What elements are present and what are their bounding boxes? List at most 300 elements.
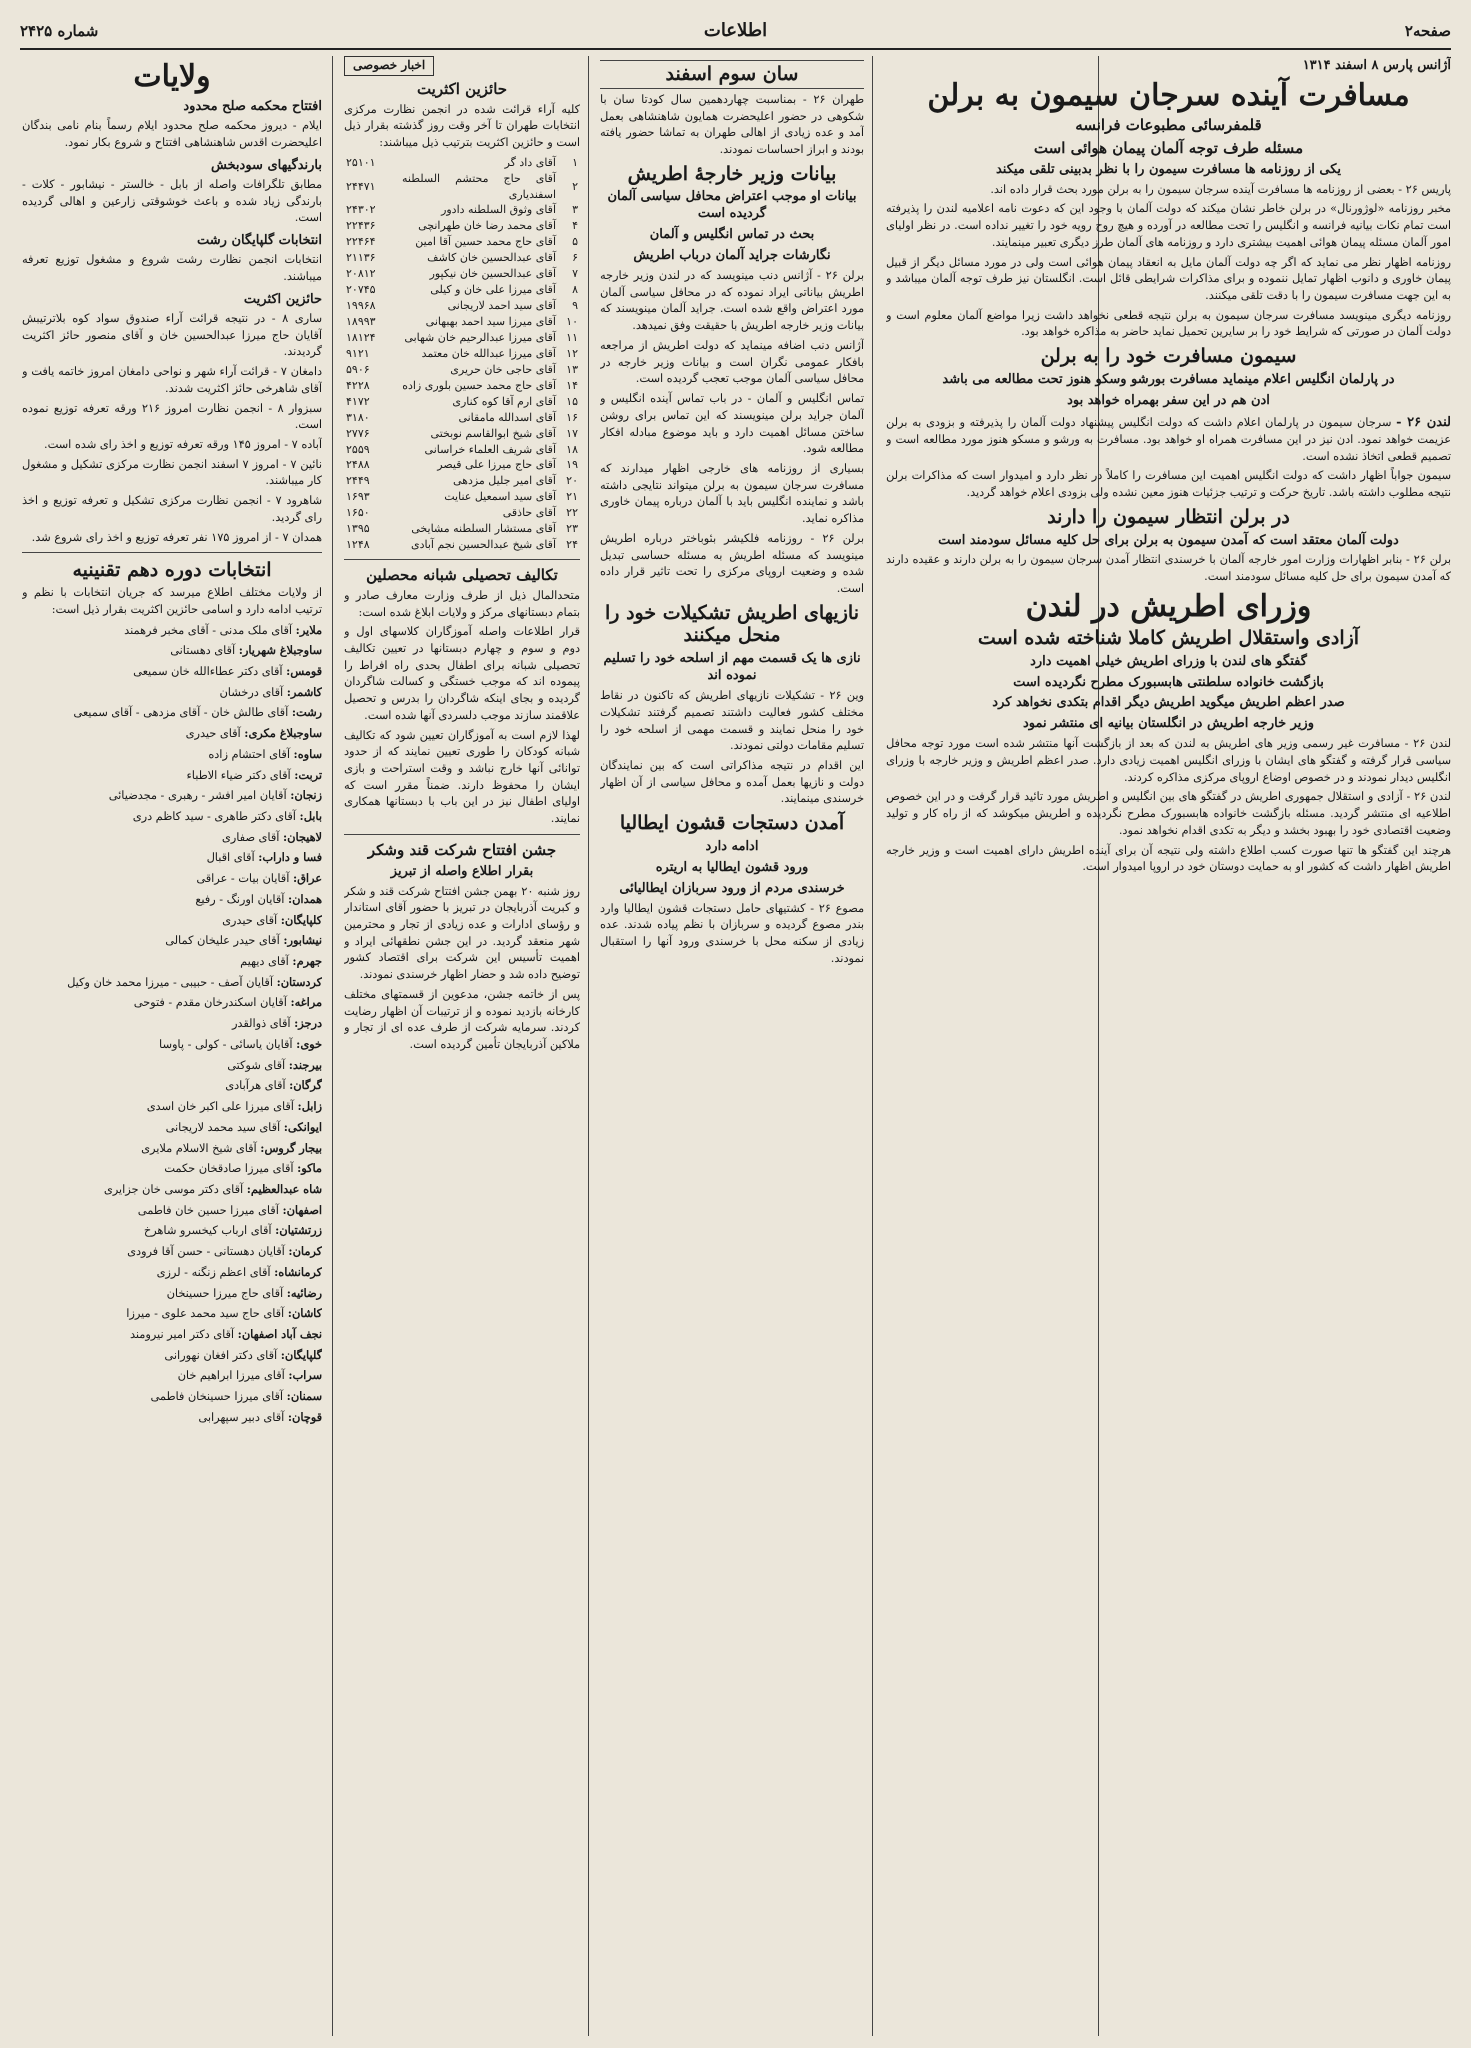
dateline: لندن ۲۶ - <box>1396 414 1451 430</box>
subhead: نازی ها یک قسمت مهم از اسلحه خود را تسلیم نموده اند <box>603 651 861 684</box>
issue-number: شماره ۲۴۲۵ <box>20 22 99 40</box>
paragraph: تماس انگلیس و آلمان - در باب تماس آینده انگلیس و آلمان جراید برلن مینویسند که این تماس برای روشن ساختن مسائل اهمیت دارد و باید موضوع مبادله افکار مطالعه شود. <box>600 392 864 456</box>
paragraph: آباده ۷ - امروز ۱۴۵ ورقه تعرفه توزیع و اخذ رای شده است. <box>43 438 322 451</box>
result-rank: ۱۲ <box>566 346 578 360</box>
paragraph: سبزوار ۸ - انجمن نظارت امروز ۲۱۶ ورقه تعرفه توزیع نموده است. <box>22 401 322 432</box>
paragraph: پاریس ۲۶ - بعضی از روزنامه ها مسافرت آینده سرجان سیمون را به برلن مورد بحث قرار داده اند. <box>990 182 1451 196</box>
vote-count: ۱۸۱۲۴ <box>346 330 376 344</box>
paragraph: کلیه آراء قرائت شده در انجمن نظارت مرکزی انتخابات طهران تا آخر وقت روز گذشته بقرار ذیل است و حائزین اکثریت بترتیب ذیل میباشند: <box>344 102 580 149</box>
headline-simon-berlin: مسافرت آینده سرجان سیمون به برلن <box>927 78 1410 114</box>
vote-count: ۲۴۴۷۱ <box>346 179 376 193</box>
candidate-name: آقای میرزا عبدالرحیم خان شهابی <box>404 330 556 344</box>
region-result <box>22 787 322 805</box>
candidate-name: آقای سید اسمعیل عنایت <box>444 490 556 504</box>
region-representatives: آقای درخشان <box>219 685 284 699</box>
region-representatives: آقایان بیات - عراقی <box>196 872 290 886</box>
result-row <box>344 410 580 426</box>
region-result <box>22 974 322 992</box>
result-rank: ۷ <box>572 267 578 281</box>
paragraph: برلن ۲۶ - بنابر اظهارات وزارت امور خارجه آلمان با خرسندی انتظار آمدن سرجان سیمون را به برلن دارند و عقیده دارند که آمدن سیمون برای حل کلیه مسائل سودمند است. <box>886 553 1451 584</box>
result-row <box>344 266 580 282</box>
region-representatives: آقای دکتر افغان نهورانی <box>164 1348 278 1362</box>
subhead: ادن هم در این سفر بهمراه خواهد بود <box>1067 392 1270 408</box>
region-name: اصفهان: <box>282 1202 322 1217</box>
paragraph: برلن ۲۶ - آژانس دنب مینویسد که در لندن وزیر خارجه اطریش بیاناتی ایراد نموده که در محافل سیاسی آلمان مورد اعتراض واقع شده است. جراید آلمان مینویسند که بیانات وزیر خارجه اطریش با حقیقت وفق نمیدهد. <box>600 269 864 333</box>
region-name: نیشابور: <box>283 933 322 948</box>
column-1 <box>886 56 1451 2040</box>
result-rank: ۱۸ <box>566 442 578 456</box>
region-name: قومس: <box>286 663 322 678</box>
region-representatives: آقای اعظم زنگنه - لرزی <box>156 1265 271 1279</box>
region-representatives: آقای دکتر امیر نیرومند <box>129 1327 235 1341</box>
region-name: شاه عبدالعظیم: <box>246 1181 322 1196</box>
region-name: ساوجبلاغ شهریار: <box>238 643 322 658</box>
region-representatives: آقای دهستانی <box>170 644 236 658</box>
region-name: بیجار گروس: <box>260 1140 322 1155</box>
divider <box>344 834 580 835</box>
paragraph: لهذا لازم است به آموزگاران تعیین شود که تکالیف شبانه کودکان را طوری تعیین نمایند که از حدود توانائی آنها خارج نباشد و وقت استراحت و بازی ایشان را محفوظ دارند. ضمناً مقرر است که اولیای اطفال نیز در این باب با دبستانها همکاری نمایند. <box>344 728 580 826</box>
result-rank: ۲۳ <box>566 522 578 536</box>
result-rank: ۱ <box>572 155 578 169</box>
region-name: کردستان: <box>276 974 322 989</box>
region-result <box>22 1098 322 1116</box>
region-result <box>22 1036 322 1054</box>
candidate-name: آقای عبدالحسین خان نیکپور <box>429 267 556 281</box>
result-rank: ۱۷ <box>566 426 578 440</box>
result-row <box>344 282 580 298</box>
region-name: خوی: <box>296 1036 322 1051</box>
candidate-name: آقای عبدالحسین خان کاشف <box>427 251 556 265</box>
region-representatives: آقای شوکتی <box>227 1058 286 1072</box>
region-representatives: آقای حاج سید محمد علوی - میرزا <box>126 1307 285 1321</box>
region-result <box>22 1077 322 1095</box>
region-result <box>22 1285 322 1303</box>
headline-austria-ministers: وزرای اطریش در لندن <box>1025 588 1312 624</box>
region-result <box>22 1015 322 1033</box>
headline-italian-troops: آمدن دستجات قشون ایطالیا <box>619 812 845 835</box>
region-name: رضائیه: <box>286 1285 322 1300</box>
result-row <box>344 521 580 537</box>
headline-parade: سان سوم اسفند <box>600 60 864 89</box>
region-name: همدان: <box>287 891 322 906</box>
subhead: گفتگو های لندن با وزرای اطریش خیلی اهمیت دارد <box>1030 653 1307 669</box>
region-representatives: آقای حاج میرزا حسینخان <box>166 1286 284 1300</box>
region-name: گرگان: <box>289 1078 322 1093</box>
candidate-name: آقای حاج محتشم السلطنه اسفندیاری <box>402 171 556 201</box>
region-results-list <box>22 622 322 1427</box>
paragraph: قرار اطلاعات واصله آموزگاران کلاسهای اول و دوم و سوم و چهارم دبستانها در تعیین تکالیف تحصیلی شبانه برای اطفال بحدی راه افراط را پیموده اند که موجب خستگی و کسالت شاگردان گردیده و بجای اینکه شاگردان را بدرس و تحصیل علاقمند سازند موجب دلسردی آنها شده است. <box>344 625 580 722</box>
column-rule <box>332 56 333 2036</box>
candidate-name: آقای حاذقی <box>502 506 556 520</box>
subhead: بحث در تماس انگلیس و آلمان <box>649 227 815 243</box>
subhead: دولت آلمان معتقد است که آمدن سیمون به برلن برای حل کلیه مسائل سودمند است <box>938 532 1399 548</box>
result-rank: ۹ <box>572 299 578 313</box>
headline-berlin-awaits: در برلن انتظار سیمون را دارند <box>1047 505 1290 528</box>
subhead: صدر اعظم اطریش میگوید اطریش دیگر اقدام بتکدی نخواهد کرد <box>992 695 1345 711</box>
region-result <box>22 1160 322 1178</box>
region-name: ساوه: <box>293 746 322 761</box>
result-row <box>344 362 580 378</box>
headline-nazis-dissolve: نازیهای اطریش تشکیلات خود را منحل میکنند <box>605 601 859 647</box>
election-results-table <box>344 155 580 553</box>
paragraph: هرچند این گفتگو ها تنها صورت کسب اطلاع داشته ولی نتیجه آن برای آینده اطریش دارای اهمیت است و وزیر خارجه اطریش اظهار داشت که کشور او به حمایت دوستان خود در اروپا امیدوار است. <box>886 843 1451 874</box>
result-row <box>344 218 580 234</box>
region-representatives: آقای دیهیم <box>240 955 289 969</box>
region-name: کرمانشاه: <box>274 1264 322 1279</box>
result-row <box>344 250 580 266</box>
result-row <box>344 442 580 458</box>
vote-count: ۱۶۵۰ <box>346 506 370 520</box>
candidate-name: آقای میرزا علی خان و کیلی <box>430 283 556 297</box>
region-result <box>22 622 322 640</box>
region-result <box>22 1119 322 1137</box>
region-result <box>22 994 322 1012</box>
region-name: لاهیجان: <box>282 829 322 844</box>
candidate-name: آقای حاج محمد حسین بلوری زاده <box>402 378 556 392</box>
candidate-name: آقای مستشار السلطنه مشایخی <box>411 522 556 536</box>
region-result <box>22 870 322 888</box>
result-row <box>344 378 580 394</box>
region-result <box>22 1057 322 1075</box>
subhead: ادامه دارد <box>705 838 759 854</box>
region-representatives: آقای میرزا علی اکبر خان اسدی <box>146 1100 294 1114</box>
page-label: صفحه۲ <box>1404 22 1451 40</box>
region-result <box>22 953 322 971</box>
region-name: زرتشتیان: <box>275 1223 322 1238</box>
vote-count: ۱۸۹۹۳ <box>346 315 376 329</box>
region-name: ساوجبلاغ مکری: <box>244 726 322 741</box>
region-representatives: آقای صفاری <box>221 830 280 844</box>
paragraph: لندن ۲۶ - آزادی و استقلال جمهوری اطریش در گفتگو های بین انگلیس و اطریش مورد تائید قرار گرفت و در این خصوص اطلاعیه ای منتشر گردید. مسئله بازگشت خانواده هابسبورک مطرح نگردیده و اطریش میکوشد که از راه کار و تولید وضعیت اقتصادی خود را بهبود بخشد و دیگر به تکدی اقدام نخواهد نمود. <box>886 790 1451 837</box>
region-name: زابل: <box>297 1099 322 1114</box>
paragraph: ایلام - دیروز محکمه صلح محدود ایلام رسماً بنام نامی بندگان اعلیحضرت اقدس شاهنشاهی افتتاح و شروع بکار نمود. <box>22 119 322 149</box>
region-result <box>22 1140 322 1158</box>
region-name: کلپایگان: <box>280 912 322 927</box>
region-name: کاشان: <box>287 1306 322 1321</box>
result-row <box>344 234 580 250</box>
region-result <box>22 891 322 909</box>
result-rank: ۴ <box>572 219 578 233</box>
region-representatives: آقای هرآبادی <box>225 1079 286 1093</box>
region-representatives: آقای دکتر عطاءالله خان سمیعی <box>133 664 283 678</box>
region-name: کرمان: <box>288 1244 322 1259</box>
subhead: آزادی واستقلال اطریش کاملا شناخته شده است <box>977 626 1360 649</box>
region-name: مراغه: <box>290 995 322 1010</box>
paragraph: لندن ۲۶ - مسافرت غیر رسمی وزیر های اطریش به لندن که بعد از بازگشت آنها منتشر شده است مورد توجه محافل سیاسی قرار گرفته و گفتگو های ایشان با وزرای انگلیس اهمیت زیادی دارد. صدر اعظم اطریش و وزیر خارجه با وزرای انگلیس دیدار نمودند و در خصوص اوضاع اروپای مرکزی مذاکره کردند. <box>886 737 1451 784</box>
result-row <box>344 489 580 505</box>
region-representatives: آقای حیدری <box>222 913 278 927</box>
result-rank: ۲ <box>572 179 578 193</box>
headline-provinces: ولایات <box>133 59 211 94</box>
result-row <box>344 298 580 314</box>
vote-count: ۵۹۰۶ <box>346 362 370 376</box>
region-result <box>22 663 322 681</box>
region-name: ملایر: <box>295 622 322 637</box>
paragraph: نائین ۷ - امروز ۷ اسفند انجمن نظارت مرکزی تشکیل و مشغول کار میباشند. <box>22 457 322 488</box>
region-representatives: آقایان دهستانی - حسن آقا فرودی <box>127 1245 285 1259</box>
region-name: کاشمر: <box>286 684 322 699</box>
region-representatives: آقای حیدر علیخان کمالی <box>165 934 280 948</box>
region-representatives: آقای سید محمد لاریجانی <box>165 1120 281 1134</box>
subhead: بیانات او موجب اعتراض محافل سیاسی آلمان گردیده است <box>607 189 857 222</box>
region-representatives: آقای دکتر ضیاء الاطباء <box>186 768 291 782</box>
region-result <box>22 1181 322 1199</box>
vote-count: ۲۱۱۳۶ <box>346 251 376 265</box>
vote-count: ۲۲۴۶۴ <box>346 235 376 249</box>
region-representatives: آقای ملک مدنی - آقای مخبر فرهمند <box>124 623 293 637</box>
region-representatives: آقای ذوالقدر <box>231 1017 291 1031</box>
vote-count: ۲۷۷۶ <box>346 426 370 440</box>
vote-count: ۳۱۸۰ <box>346 410 370 424</box>
vote-count: ۲۴۸۸ <box>346 458 370 472</box>
region-representatives: آقایان اسکندرخان مقدم - فتوحی <box>133 996 287 1010</box>
result-row <box>344 473 580 489</box>
region-result <box>22 642 322 660</box>
region-result <box>22 1305 322 1323</box>
candidate-name: آقای وثوق السلطنه دادور <box>441 203 556 217</box>
region-result <box>22 1222 322 1240</box>
paragraph: پس از خاتمه جشن، مدعوین از قسمتهای مختلف کارخانه بازدید نموده و از ترتیبات آن اظهار رضایت کردند. سرمایه شرکت از طرف عده ای از تجار و ملاکین آذربایجان تأمین گردیده است. <box>344 987 580 1052</box>
subhead: خرسندی مردم از ورود سربازان ایطالیائی <box>619 880 845 896</box>
subhead: در پارلمان انگلیس اعلام مینماید مسافرت بورشو وسکو هنوز تحت مطالعه می باشد <box>942 371 1395 387</box>
vote-count: ۱۲۴۸ <box>346 538 370 552</box>
region-result <box>22 704 322 722</box>
region-name: بابل: <box>299 809 322 824</box>
region-result <box>22 932 322 950</box>
paragraph: روز شنبه ۲۰ بهمن جشن افتتاح شرکت قند و شکر و کبریت آذربایجان در تبریز با حضور آقای استاندار و رؤسای ادارات و عده زیادی از تجار و محترمین شهر منعقد گردید. در این جشن نطقهائی ایراد و اهمیت تأسیس این شرکت برای اقتصاد کشور توضیح داده شد و حضار اظهار خرسندی نمودند. <box>344 884 580 982</box>
region-representatives: آقای ارباب کیخسرو شاهرخ <box>143 1224 272 1238</box>
result-rank: ۲۱ <box>566 490 578 504</box>
candidate-name: آقای اسدالله مامقانی <box>458 410 556 424</box>
vote-count: ۲۲۴۳۶ <box>346 219 376 233</box>
result-rank: ۵ <box>572 235 578 249</box>
result-rank: ۸ <box>572 283 578 297</box>
region-representatives: آقای میرزا حسینخان فاطمی <box>150 1390 284 1404</box>
divider <box>22 552 322 553</box>
wire-dateline: آژانس پارس ۸ اسفند ۱۳۱۴ <box>1302 58 1451 73</box>
result-row <box>344 171 580 203</box>
region-representatives: آقای دبیر سپهرابی <box>198 1410 285 1424</box>
region-name: گلپایگان: <box>280 1347 322 1362</box>
result-rank: ۱۳ <box>566 362 578 376</box>
headline-austrian-fm: بیانات وزیر خارجۀ اطریش <box>627 162 837 185</box>
vote-count: ۲۰۸۱۲ <box>346 267 376 281</box>
paragraph: وین ۲۶ - تشکیلات نازیهای اطریش که تاکنون در نقاط مختلف کشور فعالیت داشتند تصمیم گرفتند تشکیلات خود را منحل نمایند و قسمت مهمی از اسلحه خود را تسلیم مقامات دولتی نمودند. <box>600 689 864 753</box>
region-representatives: آقایان آصف - حبیبی - میرزا محمد خان وکیل <box>67 975 273 989</box>
result-row <box>344 314 580 330</box>
region-result <box>22 808 322 826</box>
vote-count: ۱۳۹۵ <box>346 522 370 536</box>
region-representatives: آقای حیدری <box>185 727 241 741</box>
subhead: یکی از روزنامه ها مسافرت سیمون را با نظر بدبینی تلقی میکند <box>995 161 1342 177</box>
region-representatives: آقایان اورنگ - رفیع <box>195 892 285 906</box>
result-row <box>344 330 580 346</box>
region-representatives: آقای اقبال <box>206 851 255 865</box>
vote-count: ۲۵۱۰۱ <box>346 155 376 169</box>
subhead: مسئله طرف توجه آلمان پیمان هوائی است <box>1033 138 1304 157</box>
region-representatives: آقای احتشام زاده <box>208 747 290 761</box>
result-rank: ۱۵ <box>566 394 578 408</box>
paragraph: مخبر روزنامه «لوژورنال» در برلن خاطر نشان میکند که دولت آلمان با وجود این که دعوت نامه اعلامیه لندن را پذیرفته است تمام نکات بیانیه فرانسه و انگلیس را تحت مطالعه در آورده و هیچ روح رویه خود را تغییر نداده است. در نظر اولیای امور آلمان مسئله پیمان هوائی اهمیت بیشتری دارد و روزنامه های آلمان طرز دیگری تعبیر مینمایند. <box>886 202 1451 249</box>
region-name: عراق: <box>292 871 322 886</box>
headline-sugar-company: جشن افتتاح شرکت قند وشکر <box>367 840 557 859</box>
vote-count: ۴۱۷۲ <box>346 394 370 408</box>
headline-simon-travel: سیمون مسافرت خود را به برلن <box>1040 345 1297 368</box>
column-rule <box>872 56 873 2036</box>
paragraph: متحدالمال ذیل از طرف وزارت معارف صادر و بتمام دبستانهای مرکز و ولایات ابلاغ شده است: <box>344 588 580 619</box>
region-name: زنجان: <box>290 788 322 803</box>
region-result <box>22 1367 322 1385</box>
region-representatives: آقایان امیر افشر - رهبری - مجدضیائی <box>108 789 287 803</box>
region-result <box>22 767 322 785</box>
region-representatives: آقای دکتر طاهری - سید کاظم دری <box>132 810 296 824</box>
region-result <box>22 1264 322 1282</box>
result-rank: ۱۰ <box>566 315 578 329</box>
headline-homework: تکالیف تحصیلی شبانه محصلین <box>366 566 558 585</box>
vote-count: ۲۴۴۹ <box>346 474 370 488</box>
column-3 <box>344 56 580 2040</box>
region-result <box>22 1388 322 1406</box>
result-row <box>344 202 580 218</box>
region-name: ماکو: <box>297 1161 322 1176</box>
result-row <box>344 537 580 553</box>
result-rank: ۲۰ <box>566 474 578 488</box>
result-rank: ۱۹ <box>566 458 578 472</box>
candidate-name: آقای شیخ ابوالقاسم نوبختی <box>430 426 556 440</box>
section-tag: اخبار خصوصی <box>344 56 434 76</box>
paragraph: انتخابات انجمن نظارت رشت شروع و مشغول توزیع تعرفه میباشند. <box>22 253 322 284</box>
paragraph: شاهرود ۷ - انجمن نظارت مرکزی تشکیل و تعرفه توزیع و اخذ رای گردید. <box>22 494 322 524</box>
result-row <box>344 155 580 171</box>
vote-count: ۲۰۷۴۵ <box>346 283 376 297</box>
paragraph: روزنامه اظهار نظر می نماید که اگر چه دولت آلمان مایل به انعقاد پیمان هوائی است ولی در مورد مسائل دیگر از قبیل پیمان خاوری و دانوب اظهار تمایل ننموده و برای مذاکرات شرایطی قائل است. انگلستان نیز طرف توجه آلمان میباشد و به این جهت مسافرت سیمون را با دقت تلقی میکنند. <box>886 255 1451 302</box>
vote-count: ۱۶۹۳ <box>346 490 370 504</box>
region-result <box>22 912 322 930</box>
result-rank: ۳ <box>572 203 578 217</box>
result-rank: ۱۶ <box>566 410 578 424</box>
region-name: رشت: <box>291 705 322 720</box>
result-rank: ۱۴ <box>566 378 578 392</box>
paragraph: بسیاری از روزنامه های خارجی اظهار میدارند که مسافرت سرجان سیمون به برلن میتواند نتایجی داشته باشد و نماینده انگلیس باید با آلمان درباره پیمان خاوری مذاکره نماید. <box>600 461 864 526</box>
column-4 <box>22 56 322 2040</box>
candidate-name: آقای میرزا عبدالله خان معتمد <box>421 346 556 360</box>
vote-count: ۴۲۲۸ <box>346 378 370 392</box>
candidate-name: آقای حاجی خان حریری <box>450 362 556 376</box>
result-row <box>344 457 580 473</box>
column-2 <box>600 56 864 2040</box>
divider <box>344 559 580 560</box>
region-name: نجف آباد اصفهان: <box>237 1326 322 1341</box>
region-result <box>22 849 322 867</box>
region-name: بیرجند: <box>288 1057 322 1072</box>
candidate-name: آقای میرزا سید احمد بهبهانی <box>425 315 556 329</box>
subhead: انتخابات گلپایگان رشت <box>197 233 322 249</box>
region-name: جهرم: <box>292 954 322 969</box>
region-representatives: آقای میرزا ابراهیم خان <box>177 1369 285 1383</box>
subhead: بارندگیهای سودبخش <box>210 157 322 173</box>
candidate-name: آقای محمد رضا خان طهرانچی <box>418 219 556 233</box>
region-result <box>22 1409 322 1427</box>
result-rank: ۲۲ <box>566 506 578 520</box>
region-representatives: آقای شیخ الاسلام ملایری <box>141 1141 257 1155</box>
region-representatives: آقای دکتر موسی خان جزایری <box>103 1182 244 1196</box>
region-representatives: آقای میرزا صادقخان حکمت <box>164 1162 294 1176</box>
paragraph: سیمون جواباً اظهار داشت که دولت انگلیس اهمیت این مسافرت را کاملاً در نظر دارد و امیدوار است که مذاکرات برلن نتیجه مطلوب داشته باشد. تاریخ حرکت و ترتیب جزئیات هنوز معین نشده ولی بزودی اعلام خواهد گردید. <box>886 469 1451 500</box>
candidate-name: آقای شیخ عبدالحسین نجم آبادی <box>410 538 556 552</box>
subhead: بقرار اطلاع واصله از تبریز <box>390 863 534 879</box>
headline-majority-winners: حائزین اکثریت <box>416 79 508 98</box>
region-result <box>22 1243 322 1261</box>
paragraph: این اقدام در نتیجه مذاکراتی است که بین نمایندگان دولت و نازیها بعمل آمده و محافل سیاسی از آن اظهار خرسندی مینمایند. <box>600 758 864 806</box>
result-rank: ۶ <box>572 251 578 265</box>
paragraph: مطابق تلگرافات واصله از بابل - خالستر - نیشابور - کلات - بارندگی زیاد شده و باعث خوشوقتی زارعین و اهالی گردیده است. <box>22 177 322 225</box>
result-rank: ۲۴ <box>566 538 578 552</box>
region-representatives: آقایان یاسائی - کولی - پاوسا <box>159 1037 293 1051</box>
region-name: ایوانکی: <box>283 1119 322 1134</box>
result-row <box>344 346 580 362</box>
region-name: فسا و داراب: <box>258 850 322 865</box>
subhead: وزیر خارجه اطریش در انگلستان بیانیه ای منتشر نمود <box>1023 716 1314 732</box>
subhead: حائزین اکثریت <box>243 291 322 307</box>
column-rule <box>588 56 589 2036</box>
result-rank: ۱۱ <box>566 330 578 344</box>
region-representatives: آقای طالش خان - آقای مزدهی - آقای سمیعی <box>73 706 289 720</box>
paper-name: اطلاعات <box>703 20 768 41</box>
subhead: افتتاح محکمه صلح محدود <box>183 99 322 114</box>
candidate-name: آقای حاج محمد حسین آقا امین <box>415 235 556 249</box>
paragraph: روزنامه دیگری مینویسد مسافرت سرجان سیمون به برلن نتیجه قطعی نخواهد داشت زیرا مواضع آلمان معلوم است و دولت آلمان در صورتی که شرایط خود را بر سایرین تحمیل نماید حاضر به مذاکره خواهد بود. <box>886 308 1451 339</box>
masthead <box>20 18 1451 50</box>
paragraph: برلن ۲۶ - روزنامه فلکیشر بئوباختر درباره اطریش مینویسد که مسئله اطریش به مسئله حساسی تبدیل شده و وضعیت اروپای مرکزی را تحت تاثیر قرار داده است. <box>600 531 864 595</box>
result-row <box>344 426 580 442</box>
subhead: قلمفرسائی مطبوعات فرانسه <box>1075 116 1262 135</box>
vote-count: ۱۹۹۶۸ <box>346 299 376 313</box>
paragraph: دامغان ۷ - قرائت آراء شهر و نواحی دامغان امروز خاتمه یافت و آقای شاهرخی حائز اکثریت شدند. <box>22 365 322 395</box>
candidate-name: آقای امیر جلیل مزدهی <box>452 474 556 488</box>
region-result <box>22 746 322 764</box>
region-result <box>22 829 322 847</box>
region-name: سمنان: <box>286 1389 322 1404</box>
region-representatives: آقای میرزا حسین خان فاطمی <box>137 1203 279 1217</box>
region-name: قوچان: <box>287 1409 322 1424</box>
vote-count: ۲۴۳۰۲ <box>346 203 376 217</box>
paragraph: طهران ۲۶ - بمناسبت چهاردهمین سال کودتا سان با شکوهی در حضور اعلیحضرت همایون شاهنشاهی بعمل آمد و عده زیادی از اهالی طهران به تماشا حضور یافته بودند و ابراز احساسات نمودند. <box>600 92 864 156</box>
result-row <box>344 394 580 410</box>
paragraph: آژانس دنب اضافه مینماید که دولت اطریش از مراجعه بافکار عمومی نگران است و بیانات وزیر خارجه در محافل سیاسی آلمان موجب تعجب گردیده است. <box>600 338 864 386</box>
headline-tenth-term: انتخابات دوره دهم تقنینیه <box>72 559 272 582</box>
candidate-name: آقای داد گر <box>504 155 556 169</box>
region-name: تربت: <box>294 767 322 782</box>
paragraph: مصوع ۲۶ - کشتیهای حامل دستجات قشون ایطالیا وارد بندر مصوع گردیده و سربازان با نظم پیاده شدند. عده زیادی از سکنه محل با خرسندی ورود آنها را استقبال نمودند. <box>600 901 864 965</box>
result-row <box>344 505 580 521</box>
region-result <box>22 1347 322 1365</box>
region-result <box>22 725 322 743</box>
paragraph: سرجان سیمون در پارلمان اعلام داشت که دولت انگلیس پیشنهاد دولت آلمان را پذیرفته و بزودی به برلن عزیمت خواهد نمود. ادن نیز در این مسافرت همراه او خواهد بود. مسافرت به ورشو و مسکو هنوز مورد مطالعه است و تصمیم قطعی اتخاذ نشده است. <box>886 415 1451 463</box>
candidate-name: آقای حاج میرزا علی قیصر <box>437 458 556 472</box>
region-name: درجز: <box>294 1016 322 1031</box>
candidate-name: آقای ارم آقا کوه کناری <box>452 394 556 408</box>
candidate-name: آقای شریف العلماء خراسانی <box>424 442 556 456</box>
region-result <box>22 684 322 702</box>
paragraph: از ولایات مختلف اطلاع میرسد که جریان انتخابات با نظم و ترتیب ادامه دارد و اسامی حائزین اکثریت بقرار ذیل است: <box>22 586 322 616</box>
vote-count: ۲۵۵۹ <box>346 442 370 456</box>
candidate-name: آقای سید احمد لاریجانی <box>447 299 556 313</box>
subhead: ورود قشون ایطالیا به اریتره <box>655 859 809 875</box>
region-name: سراب: <box>288 1368 322 1383</box>
subhead: بازگشت خانواده سلطنتی هابسبورک مطرح نگردیده است <box>1013 674 1324 690</box>
paragraph: ساری ۸ - در نتیجه قرائت آراء صندوق سواد کوه بلاترتیبش آقایان حاج میرزا عبدالحسین خان و آقای منصور حائز اکثریت گردیدند. <box>22 311 322 359</box>
region-result <box>22 1202 322 1220</box>
